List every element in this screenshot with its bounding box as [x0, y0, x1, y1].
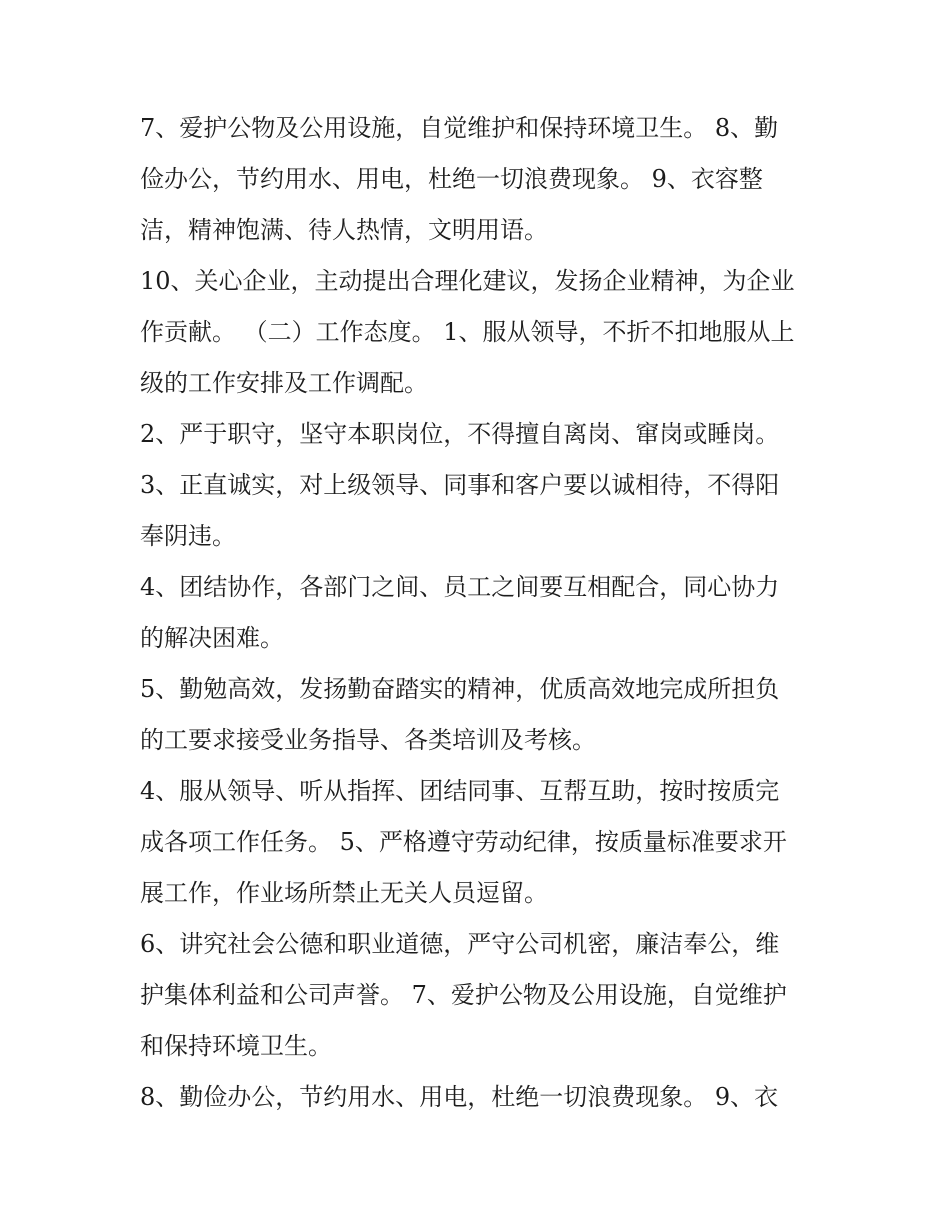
text-line: 级的工作安排及工作调配。: [140, 369, 428, 397]
text-line: 10、关心企业，主动提出合理化建议，发扬企业精神，为企业: [140, 267, 795, 295]
document-body: [140, 103, 820, 1123]
text-line: 成各项工作任务。 5、严格遵守劳动纪律，按质量标准要求开: [140, 828, 787, 856]
text-line: 奉阴违。: [140, 522, 236, 550]
text-line: 和保持环境卫生。: [140, 1032, 332, 1060]
text-line: 洁，精神饱满、待人热情，文明用语。: [140, 216, 548, 244]
text-line: 的解决困难。: [140, 624, 284, 652]
text-line: 护集体利益和公司声誉。 7、爱护公物及公用设施，自觉维护: [140, 981, 787, 1009]
text-line: 6、讲究社会公德和职业道德，严守公司机密，廉洁奉公，维: [140, 930, 780, 958]
text-line: 3、正直诚实，对上级领导、同事和客户要以诚相待，不得阳: [140, 471, 780, 499]
text-line: 展工作，作业场所禁止无关人员逗留。: [140, 879, 548, 907]
text-line: 5、勤勉高效，发扬勤奋踏实的精神，优质高效地完成所担负: [140, 675, 780, 703]
text-line: 作贡献。 （二）工作态度。 1、服从领导，不折不扣地服从上: [140, 318, 795, 346]
text-line: 2、严于职守，坚守本职岗位，不得擅自离岗、窜岗或睡岗。: [140, 420, 780, 448]
text-line: 8、勤俭办公，节约用水、用电，杜绝一切浪费现象。 9、衣: [140, 1083, 779, 1111]
text-line: 7、爱护公物及公用设施，自觉维护和保持环境卫生。 8、勤: [140, 114, 779, 142]
text-line: 的工要求接受业务指导、各类培训及考核。: [140, 726, 596, 754]
text-line: 4、团结协作，各部门之间、员工之间要互相配合，同心协力: [140, 573, 780, 601]
text-line: 俭办公，节约用水、用电，杜绝一切浪费现象。 9、衣容整: [140, 165, 763, 193]
text-line: 4、服从领导、听从指挥、团结同事、互帮互助，按时按质完: [140, 777, 780, 805]
